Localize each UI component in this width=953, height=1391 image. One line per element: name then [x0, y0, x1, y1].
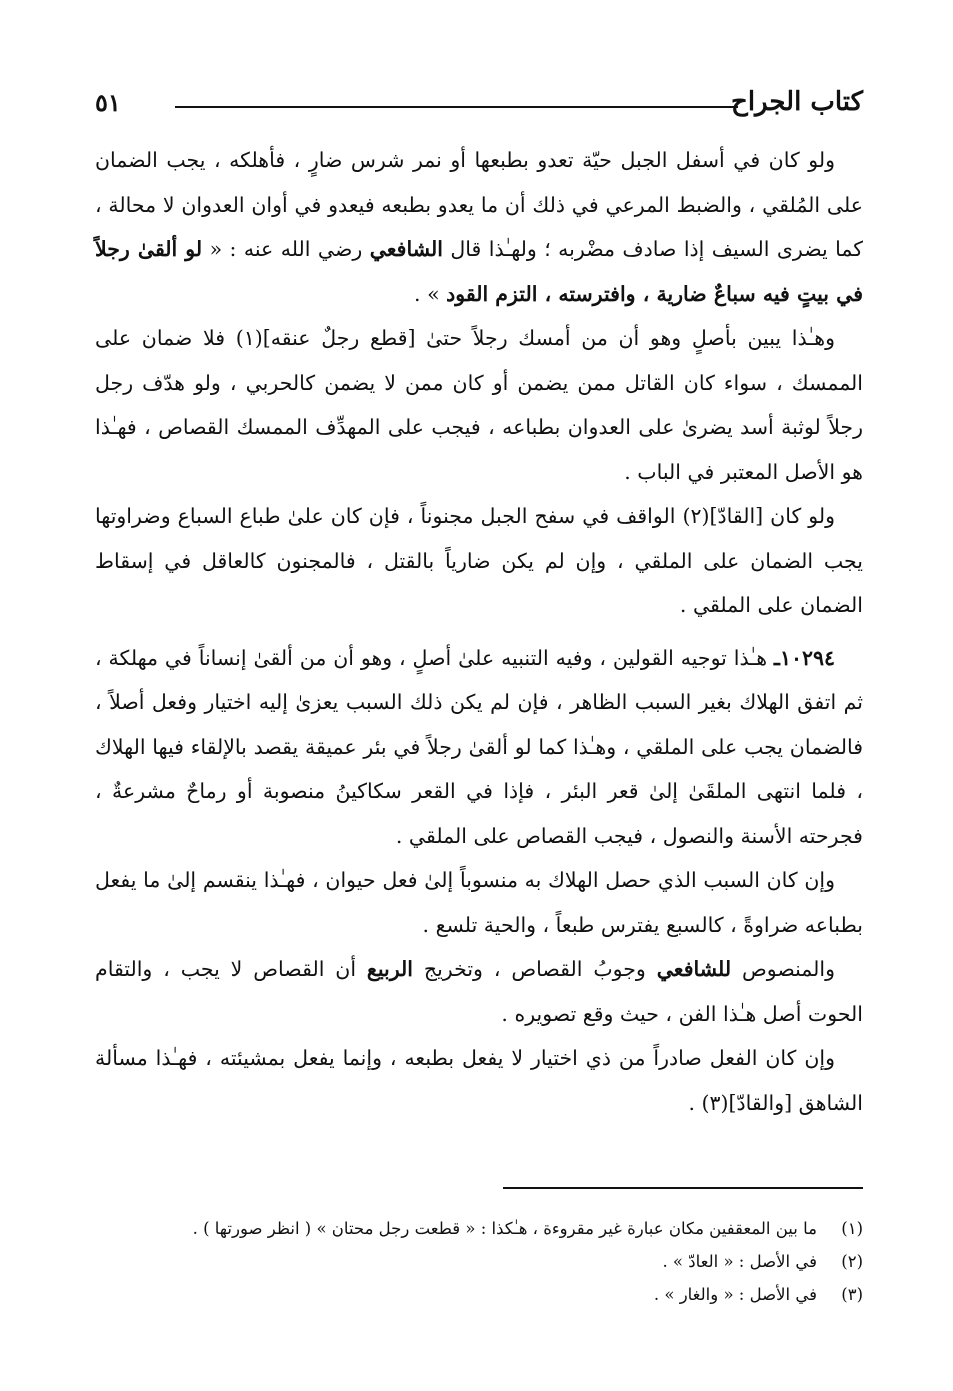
text-run: وإن كان الفعل صادراً من ذي اختيار لا يفعل بطبعه ، وإنما يفعل بمشيئته ، فهـٰذا مسألة الشاهق [والقادّ](٣) .: [95, 1046, 863, 1115]
paragraph: [95, 494, 863, 628]
paragraph: [95, 947, 863, 1036]
text-run: ولو كان [القادّ](٢) الواقف في سفح الجبل مجنوناً ، فإن كان علىٰ طباع السباع وضراوتها يجب الضمان على الملقي ، وإن لم يكن ضارياً بالقتل ، فالمجنون كالعاقل في إسقاط الضمان على الملقي .: [95, 504, 863, 617]
page-number: ٥١: [95, 87, 121, 117]
bold-text: ١٠٢٩٤ـ: [773, 645, 835, 670]
footnote-number: (٣): [841, 1285, 863, 1304]
bold-text: لو ألقىٰ رجلاً في بيتٍ فيه سباعٌ ضارية ، وافترسته ، التزم القود: [95, 237, 863, 306]
text-run: هـٰذا توجيه القولين ، وفيه التنبيه علىٰ أصلٍ ، وهو أن من ألقىٰ إنساناً في مهلكة ، ثم اتفق الهلاك بغير السبب الظاهر ، فإن لم يكن ذلك السبب يعزىٰ إليه اختيار وفعل أصلاً ، فالضمان يجب على الملقي ، وهـٰذا كما لو ألقىٰ رجلاً في بئر عميقة يقصد بالإلقاء فيها الهلاك ، فلما انتهى الملقَىٰ إلىٰ قعر البئر ، فإذا في القعر سكاكينُ منصوبة أو رماحٌ مشرعةٌ ، فجرحته الأسنة والنصول ، فيجب القصاص على الملقي .: [95, 645, 863, 848]
bold-text: الشافعي: [369, 237, 443, 261]
page-header: [95, 82, 863, 122]
footnote-text: ما بين المعقفين مكان عبارة غير مقروءة ، هـٰكذا : « قطعت رجل محتان » ( انظر صورتها ) .: [192, 1219, 817, 1238]
text-run: والمنصوص: [731, 957, 835, 981]
text-run: وإن كان السبب الذي حصل الهلاك به منسوباً إلىٰ فعل حيوان ، فهـٰذا ينقسم إلىٰ ما يفعل بطباعه ضراوةً ، كالسبع يفترس طبعاً ، والحية تلسع .: [95, 868, 863, 937]
footnote: [95, 1245, 863, 1278]
footnote-number: (١): [841, 1219, 863, 1238]
text-run: » .: [414, 281, 447, 306]
paragraph: [95, 858, 863, 947]
main-text: [95, 138, 863, 1125]
paragraph: [95, 138, 863, 316]
footnote: [95, 1212, 863, 1245]
footnotes: [95, 1212, 863, 1311]
text-run: رضي الله عنه : «: [202, 237, 370, 261]
paragraph: [95, 1036, 863, 1125]
text-run: وهـٰذا يبين بأصلٍ وهو أن من أمسك رجلاً حتىٰ [قطع رجلٌ عنقه](١) فلا ضمان على الممسك ، سواء كان القاتل ممن يضمن أو كان ممن لا يضمن كالحربي ، ولو هدّف رجل رجلاً لوثبة أسد يضرىٰ على العدوان بطباعه ، فيجب على المهدِّف الممسك القصاص ، فهـٰذا هو الأصل المعتبر في الباب .: [95, 326, 863, 484]
paragraph: [95, 316, 863, 494]
text-run: وجوبُ القصاص ، وتخريج: [412, 957, 657, 981]
footnote-number: (٢): [841, 1252, 863, 1271]
bold-text: للشافعي: [656, 957, 732, 981]
text-run: ولو كان في أسفل الجبل حيّة تعدو بطبعها أو نمر شرس ضارٍ ، فأهلكه ، يجب الضمان على المُلقي ، والضبط المرعي في ذلك أن ما يعدو بطبعه فيعدو في أوان العدوان لا محالة ، كما يضرى السيف إذا صادف مضْربه ؛ ولهـٰذا قال: [95, 148, 863, 261]
text-run: أن القصاص لا يجب ، والتقام الحوت أصل هـٰذا الفن ، حيث وقع تصويره .: [95, 957, 863, 1026]
header-rule: [175, 106, 738, 108]
paragraph: [95, 636, 863, 859]
footnote-text: في الأصل : « والغار » .: [653, 1285, 817, 1304]
footnote-separator: [503, 1187, 863, 1189]
footnote-text: في الأصل : « العادّ » .: [662, 1252, 817, 1271]
running-title: كتاب الجراح: [731, 87, 863, 117]
footnote: [95, 1278, 863, 1311]
bold-text: الربيع: [366, 957, 413, 981]
